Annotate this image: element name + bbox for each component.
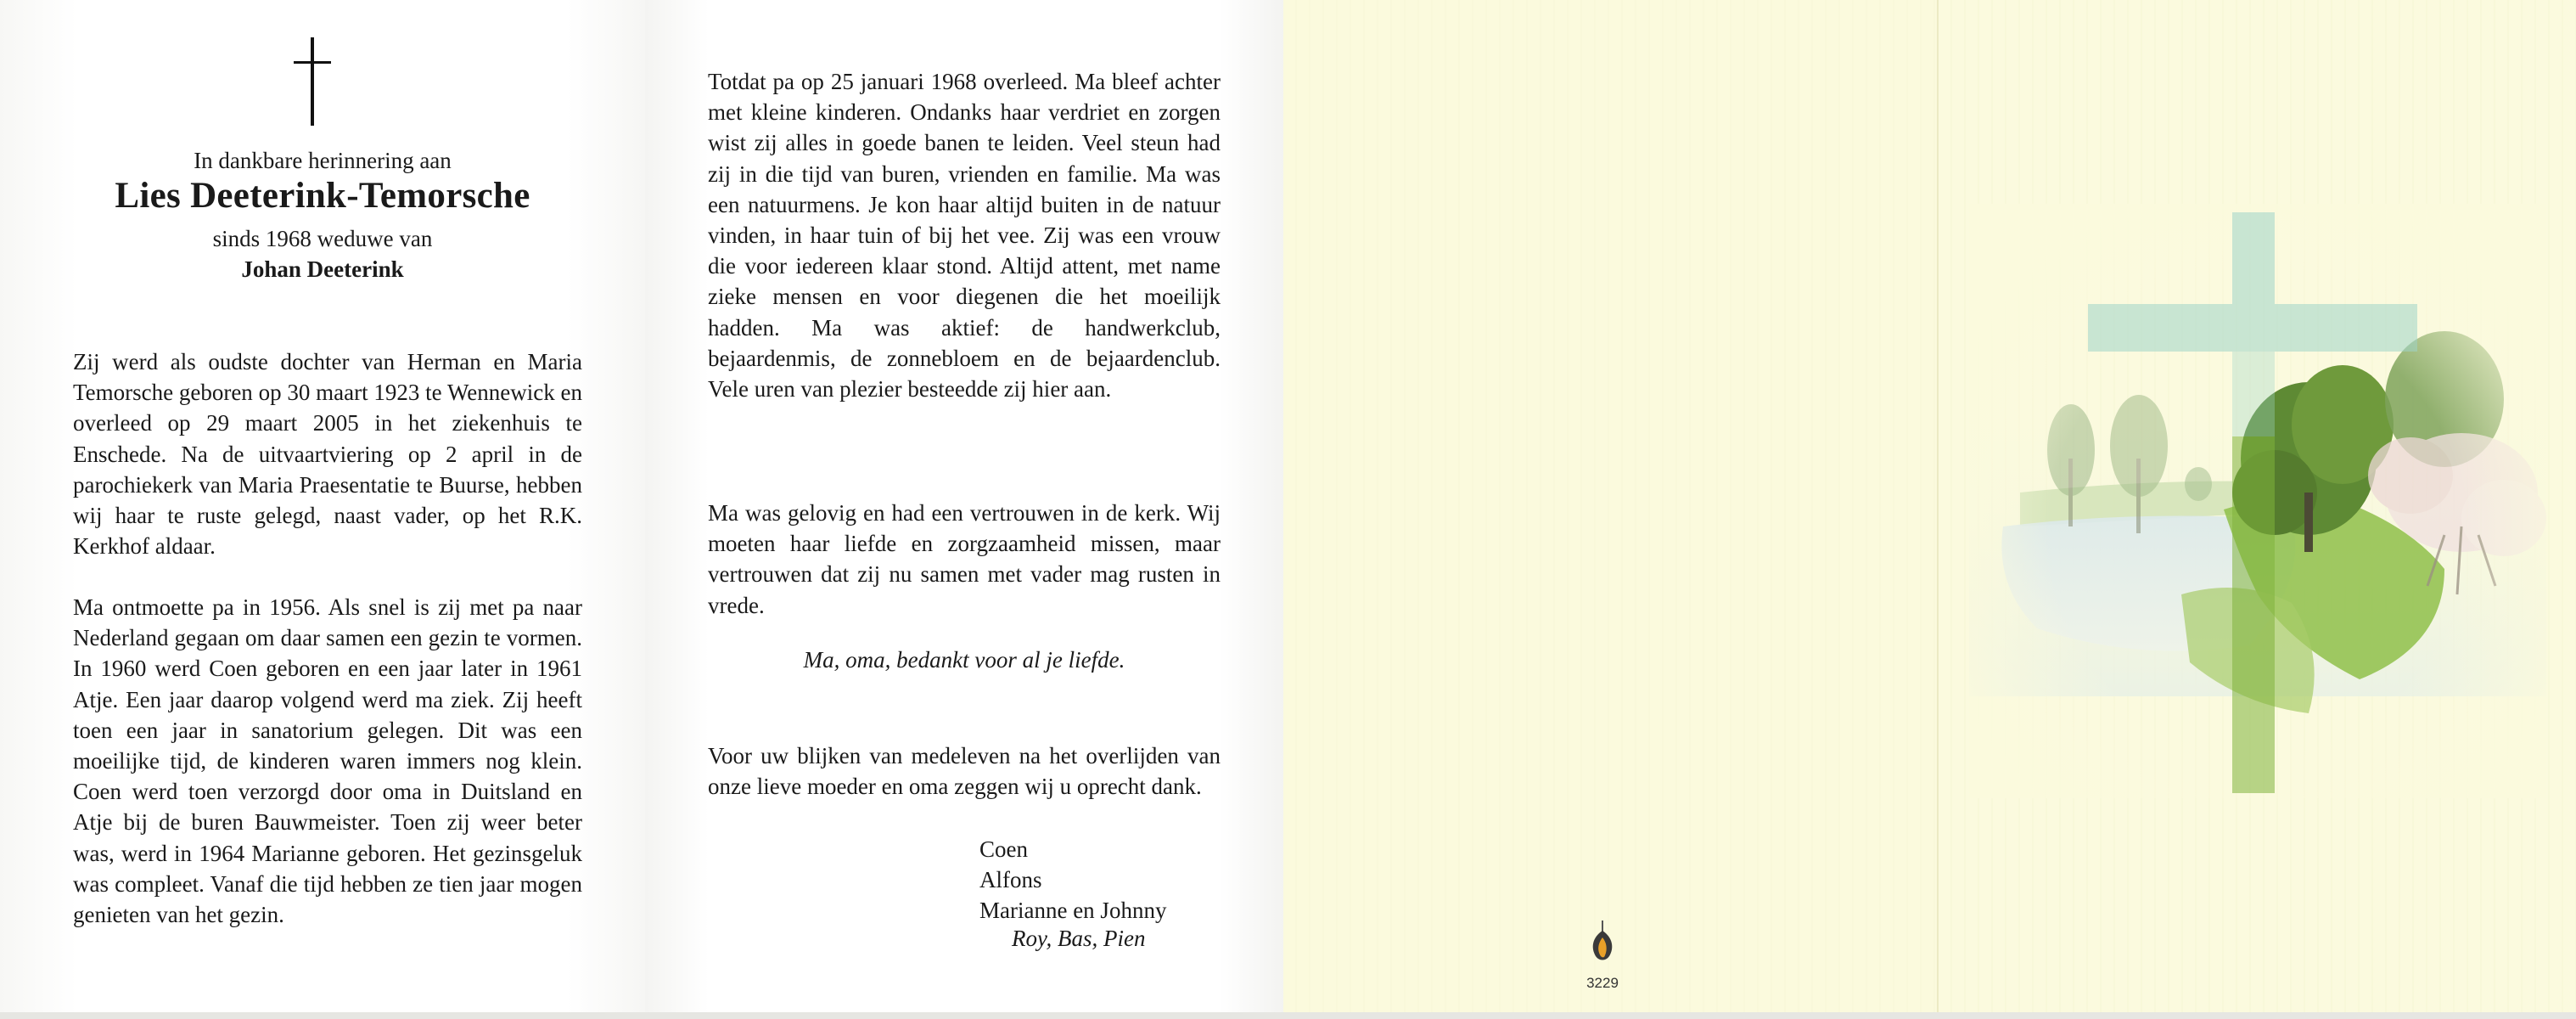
motto: Ma, oma, bedankt voor al je liefde. bbox=[803, 647, 1125, 673]
intro-line: In dankbare herinnering aan bbox=[194, 148, 452, 173]
signatory: Alfons bbox=[979, 867, 1042, 893]
biography-paragraph-1: Zij werd als oudste dochter van Herman en Maria Temorsche geboren op 30 maart 1923 te Wennewick en overleed op 29 maart 2005 in het ziekenhuis te Enschede. Na de uitvaartviering op 2 april in de parochiekerk van Maria Praesentatie te Buurse, hebben wij haar te ruste gelegd, naast vader, op het R.K. Kerkhof aldaar. bbox=[73, 349, 582, 560]
spouse-name: Johan Deeterink bbox=[241, 256, 404, 282]
grandchildren-names: Roy, Bas, Pien bbox=[1012, 926, 1146, 951]
biography-paragraph-4: Ma was gelovig en had een vertrouwen in de kerk. Wij moeten haar liefde en zorgzaamheid missen, maar vertrouwen dat zij nu samen met vader mag rusten in vrede. bbox=[708, 500, 1221, 618]
biography-paragraph-2: Ma ontmoette pa in 1956. Als snel is zij met pa naar Nederland gegaan om daar samen een gezin te vormen. In 1960 werd Coen geboren en een jaar later in 1961 Atje. Een jaar daarop volgend werd ma ziek. Zij heeft toen een jaar in sanatorium gelegen. Dit was een moeilijke tijd, de kinderen waren immers nog klein. Coen werd toen verzorgd door oma in Duitsland en Atje bij de buren Bauwmeister. Toen zij weer beter was, werd in 1964 Marianne geboren. Het gezinsgeluk was compleet. Vanaf die tijd hebben ze tien jaar mogen genieten van het gezin. bbox=[73, 594, 582, 928]
biography-paragraph-3: Totdat pa op 25 januari 1968 overleed. Ma bleef achter met kleine kinderen. Ondanks haar verdriet en zorgen wist zij alles in goede banen te leiden. Veel steun had zij in die tijd van buren, vrienden en familie. Ma was een natuurmens. Je kon haar altijd buiten in de natuur vinden, in haar tuin of bij het vee. Zij was een vrouw die voor iedereen klaar stond. Altijd attent, met name zieke mensen en voor diegenen die het moeilijk hadden. Ma was aktief: de handwerkclub, bejaardenmis, de zonnebloem en de bejaardenclub. Vele uren van plezier besteedde zij hier aan. bbox=[708, 69, 1221, 403]
signatory: Coen bbox=[979, 836, 1028, 862]
deceased-name: Lies Deeterink-Temorsche bbox=[115, 176, 530, 216]
signatory: Marianne en Johnny bbox=[979, 898, 1167, 924]
thanks-paragraph: Voor uw blijken van medeleven na het overlijden van onze lieve moeder en oma zeggen wij u oprecht dank. bbox=[708, 743, 1221, 800]
cross-landscape-image bbox=[1969, 204, 2546, 798]
cross-icon bbox=[294, 37, 331, 126]
back-cover-panel bbox=[1283, 0, 1937, 1019]
widow-line: sinds 1968 weduwe van bbox=[212, 226, 433, 251]
signatories-list bbox=[979, 834, 1166, 926]
card-number: 3229 bbox=[1586, 975, 1619, 991]
scan-edge bbox=[0, 1012, 2576, 1019]
flame-logo-icon bbox=[1585, 919, 1619, 970]
